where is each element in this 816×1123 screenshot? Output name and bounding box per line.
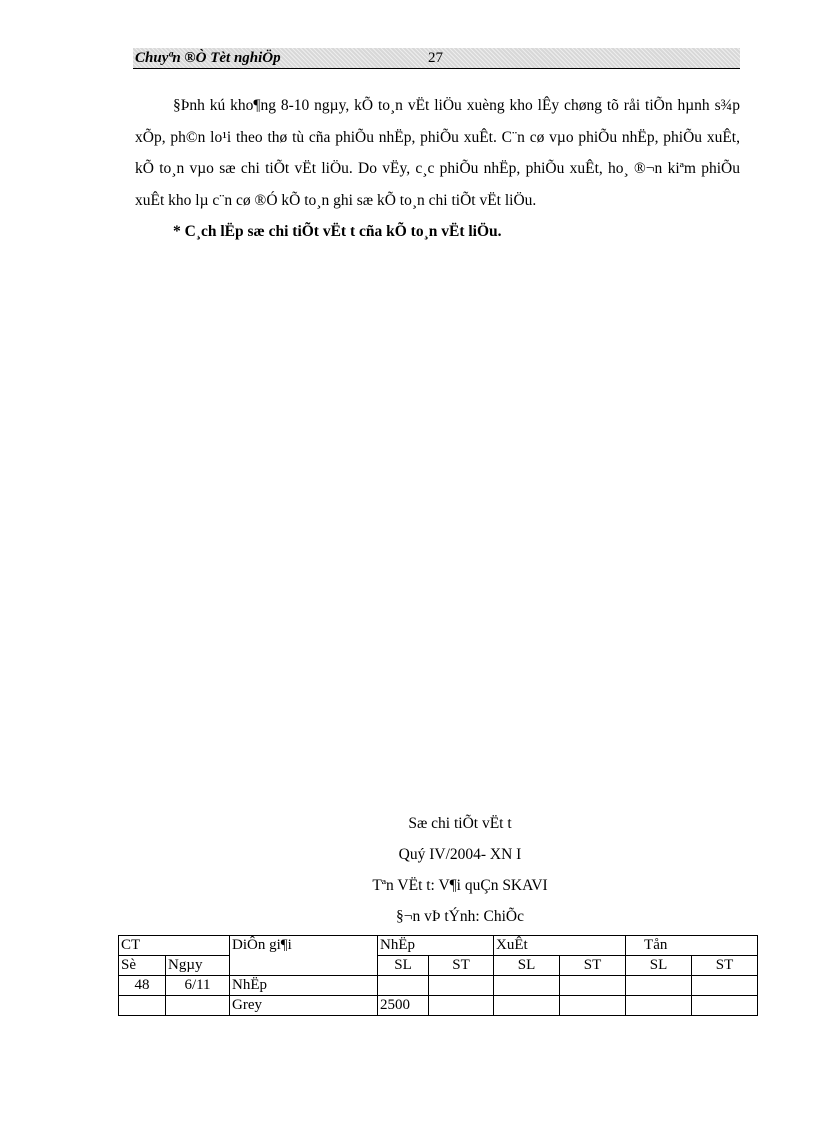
ledger-unit: §¬n vÞ tÝnh: ChiÕc [395,908,524,925]
cell-ngay [166,996,230,1016]
cell-nhap-sl: 2500 [378,996,429,1016]
header-ton: Tån [626,936,758,956]
material-ledger-table [118,935,758,1016]
body-text [135,90,740,248]
table-row [119,976,758,996]
header-nhap-sl: SL [378,956,429,976]
ledger-title-block [200,808,720,932]
table-subheader-row [119,956,758,976]
cell-ngay: 6/11 [166,976,230,996]
ledger-title: Sæ chi tiÕt vËt t [408,815,512,832]
header-ct: CT [119,936,230,956]
section-subheading: * C¸ch lËp sæ chi tiÕt vËt t cña kÕ to¸n vËt liÖu. [173,223,502,240]
cell-description: NhËp [230,976,378,996]
cell-so: 48 [119,976,166,996]
cell-ton-sl [626,976,692,996]
cell-description: Grey [230,996,378,1016]
cell-nhap-st [429,996,494,1016]
cell-nhap-sl [378,976,429,996]
ledger-material-name: Tªn VËt t: V¶i quÇn SKAVI [372,877,548,894]
cell-ton-st [692,996,758,1016]
cell-xuat-st [560,976,626,996]
header-ton-st: ST [692,956,758,976]
header-ngay: Ngµy [166,956,230,976]
header-xuat: XuÊt [494,936,626,956]
table-row [119,996,758,1016]
page-header [133,48,740,69]
header-description: DiÔn gi¶i [230,936,378,976]
page-number: 27 [428,50,443,66]
header-so: Sè [119,956,166,976]
table-header-row [119,936,758,956]
header-ton-sl: SL [626,956,692,976]
cell-xuat-sl [494,976,560,996]
header-xuat-st: ST [560,956,626,976]
cell-so [119,996,166,1016]
cell-ton-sl [626,996,692,1016]
ledger-period: Quý IV/2004- XN I [398,846,522,863]
cell-ton-st [692,976,758,996]
header-title: Chuyªn ®Ò Tèt nghiÖp [135,50,281,66]
cell-xuat-sl [494,996,560,1016]
header-xuat-sl: SL [494,956,560,976]
cell-nhap-st [429,976,494,996]
header-nhap: NhËp [378,936,494,956]
cell-xuat-st [560,996,626,1016]
header-nhap-st: ST [429,956,494,976]
body-paragraph: §Þnh kú kho¶ng 8-10 ngµy, kÕ to¸n vËt liÖu xuèng kho lÊy chøng tõ råi tiÕn hµnh s¾p xÕp, ph©n lo¹i theo thø tù cña phiÕu nhËp, phiÕu xuÊt. C¨n cø vµo phiÕu nhËp, phiÕu xuÊt, kÕ to¸n vµo sæ chi tiÕt vËt liÖu. Do vËy, c¸c phiÕu nhËp, phiÕu xuÊt, ho¸ ®¬n kiªm phiÕu xuÊt kho lµ c¨n cø ®Ó kÕ to¸n ghi sæ kÕ to¸n chi tiÕt vËt liÖu. [135,97,740,209]
